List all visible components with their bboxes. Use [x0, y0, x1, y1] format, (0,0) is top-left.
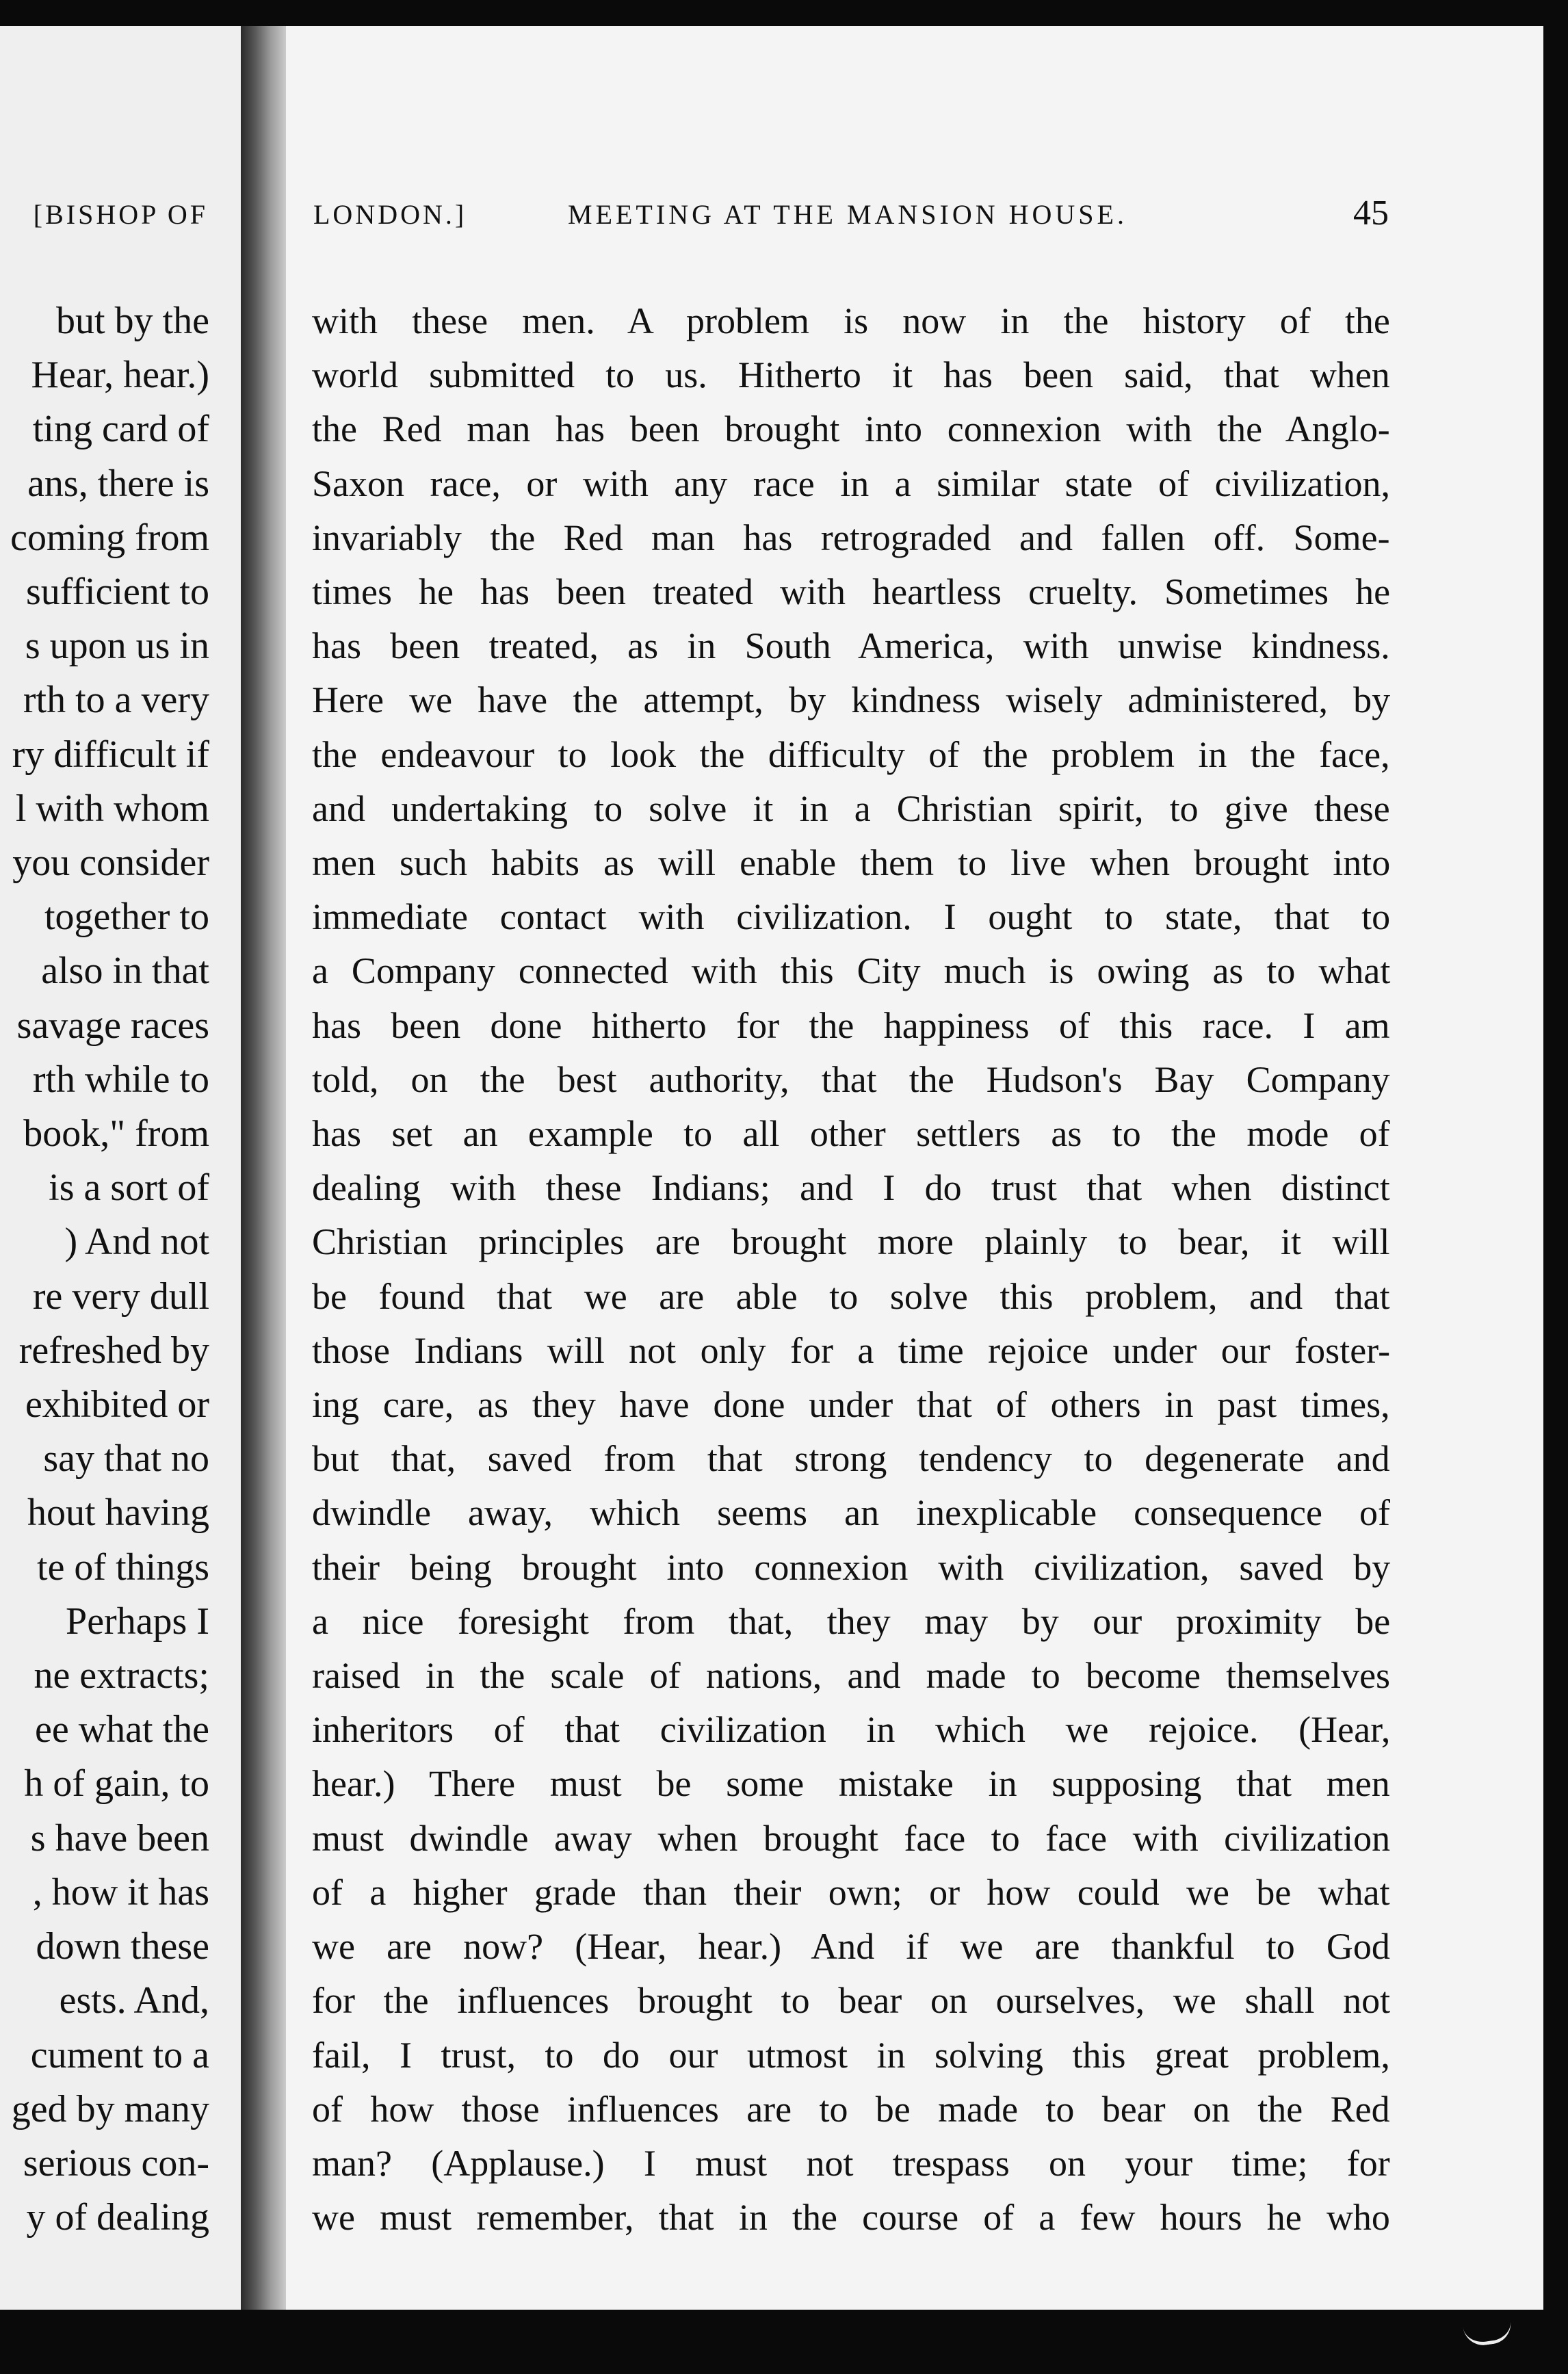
left-text-line: sufficient to [25, 571, 209, 614]
left-text-line: exhibited or [25, 1383, 209, 1426]
running-head-title: MEETING AT THE MANSION HOUSE. [568, 199, 1127, 230]
running-head-left: LONDON.] [313, 199, 467, 230]
text-line: has been done hitherto for the happiness of this race. I am [312, 1004, 1390, 1046]
left-text-line: ee what the [35, 1708, 209, 1751]
text-line: and undertaking to solve it in a Christian spirit, to give these [312, 787, 1390, 829]
left-text-line: y of dealing [26, 2196, 209, 2239]
text-line: but that, saved from that strong tendency to degenerate and [312, 1438, 1390, 1480]
left-text-line: s upon us in [25, 625, 209, 668]
left-text-line: , how it has [32, 1870, 209, 1914]
text-line: Here we have the attempt, by kindness wisely administered, by [312, 679, 1391, 721]
left-text-line: you consider [12, 842, 209, 885]
scan-artifact [1463, 2317, 1513, 2347]
text-line: Saxon race, or with any race in a similar state of civilization, [312, 462, 1391, 504]
text-line: ing care, as they have done under that of others in past times, [312, 1384, 1390, 1426]
text-line: the endeavour to look the difficulty of the problem in the face, [312, 733, 1390, 775]
left-text-line: hout having [27, 1491, 209, 1535]
left-text-line: rth while to [32, 1058, 209, 1101]
text-line: the Red man has been brought into connexion with the Anglo- [312, 408, 1390, 450]
text-line: a Company connected with this City much is owing as to what [312, 950, 1391, 992]
body-text [312, 294, 1390, 2245]
right-page [286, 26, 1543, 2310]
left-page [0, 26, 246, 2310]
left-text-line: re very dull [32, 1275, 209, 1318]
left-text-line: say that no [43, 1437, 209, 1481]
text-line: told, on the best authority, that the Hudson's Bay Company [312, 1058, 1390, 1100]
text-line: a nice foresight from that, they may by our proximity be [312, 1600, 1391, 1642]
left-text-line: ne extracts; [34, 1654, 209, 1697]
text-line: of a higher grade than their own; or how could we be what [312, 1871, 1390, 1913]
text-line: with these men. A problem is now in the history of the [312, 300, 1390, 341]
page-number: 45 [1353, 194, 1389, 233]
left-text-line: coming from [10, 516, 209, 559]
left-text-line: book," from [23, 1112, 209, 1156]
left-text-line: refreshed by [18, 1329, 209, 1372]
text-line: times he has been treated with heartless cruelty. Sometimes he [312, 571, 1391, 613]
binding-gutter [241, 26, 290, 2310]
text-line: hear.) There must be some mistake in supposing that men [312, 1763, 1390, 1805]
text-line: of how those influences are to be made to bear on the Red [312, 2088, 1390, 2130]
running-head [313, 194, 1389, 239]
left-text-line: ) And not [64, 1221, 209, 1264]
left-text-line: cument to a [30, 2033, 209, 2076]
left-text-line: down these [36, 1925, 209, 1968]
text-line: dwindle away, which seems an inexplicable consequence of [312, 1492, 1391, 1534]
left-text-line: together to [44, 896, 209, 939]
text-line: dealing with these Indians; and I do trust that when distinct [312, 1167, 1390, 1209]
text-line: we must remember, that in the course of a few hours he who [312, 2197, 1390, 2239]
left-text-line: ry difficult if [12, 733, 209, 776]
left-text-line: but by the [56, 300, 209, 342]
text-line: inheritors of that civilization in which we rejoice. (Hear, [312, 1709, 1391, 1751]
left-text-line: also in that [41, 950, 209, 993]
text-line: immediate contact with civilization. I ought to state, that to [312, 896, 1391, 938]
left-text-line: ting card of [32, 408, 209, 451]
text-line: raised in the scale of nations, and made to become themselves [312, 1655, 1391, 1697]
left-text-line: serious con- [23, 2141, 209, 2184]
left-text-line: l with whom [15, 787, 209, 830]
left-running-head: [BISHOP OF [33, 199, 208, 230]
text-line: man? (Applause.) I must not trespass on your time; for [312, 2142, 1390, 2184]
left-text-line: te of things [37, 1545, 209, 1589]
text-line: has been treated, as in South America, with unwise kindness. [312, 625, 1390, 667]
text-line: their being brought into connexion with civilization, saved by [312, 1546, 1391, 1588]
left-text-line: s have been [30, 1816, 209, 1860]
left-text-line: is a sort of [49, 1166, 209, 1210]
text-line: has set an example to all other settlers as to the mode of [312, 1113, 1390, 1155]
text-line: Christian principles are brought more plainly to bear, it will [312, 1221, 1390, 1263]
text-line: must dwindle away when brought face to face with civilization [312, 1817, 1391, 1859]
left-page-text [0, 294, 209, 2245]
left-text-line: ests. And, [59, 1979, 209, 2022]
left-text-line: rth to a very [23, 679, 209, 722]
left-text-line: savage races [16, 1004, 209, 1047]
text-line: world submitted to us. Hitherto it has been said, that when [312, 354, 1390, 396]
text-line: men such habits as will enable them to live when brought into [312, 842, 1391, 884]
text-line: fail, I trust, to do our utmost in solving this great problem, [312, 2034, 1390, 2076]
text-line: we are now? (Hear, hear.) And if we are thankful to God [312, 1926, 1390, 1968]
left-text-line: Hear, hear.) [31, 354, 209, 397]
left-text-line: ged by many [11, 2087, 209, 2130]
text-line: invariably the Red man has retrograded and fallen off. Some- [312, 517, 1390, 558]
left-text-line: h of gain, to [24, 1762, 209, 1805]
text-line: those Indians will not only for a time rejoice under our foster- [312, 1329, 1391, 1371]
left-text-line: ans, there is [27, 462, 209, 505]
text-line: for the influences brought to bear on ourselves, we shall not [312, 1980, 1391, 2022]
text-line: be found that we are able to solve this problem, and that [312, 1275, 1390, 1317]
left-text-line: Perhaps I [66, 1600, 209, 1643]
